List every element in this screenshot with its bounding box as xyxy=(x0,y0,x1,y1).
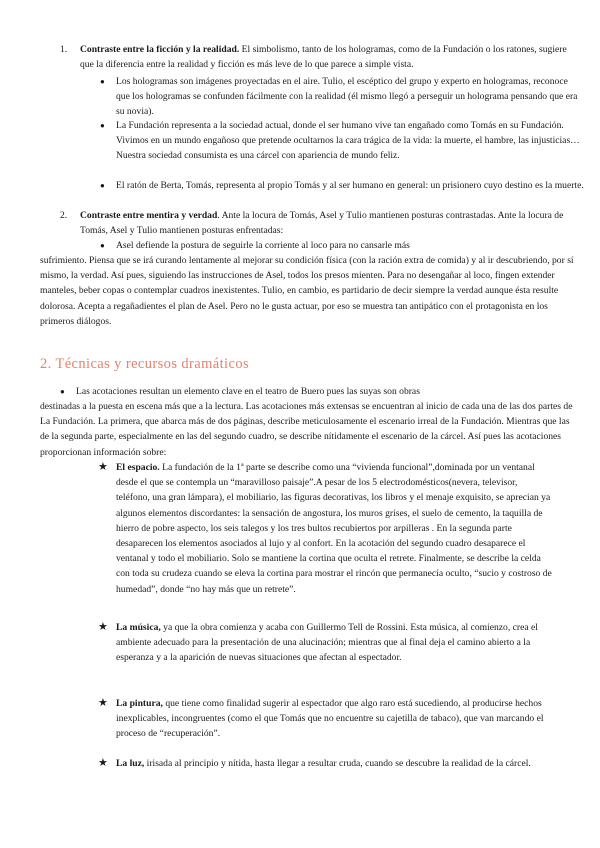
bullet-icon: ● xyxy=(60,387,65,396)
star-paragraph xyxy=(116,460,552,597)
continuation-paragraph xyxy=(40,253,580,329)
numbered-item-2 xyxy=(60,208,580,238)
star-item-musica xyxy=(98,620,552,666)
bullet-icon: ● xyxy=(100,121,105,130)
bullet-icon: ● xyxy=(100,241,105,250)
intro-text: destinadas a la puesta en escena más que a la lectura. Las acotaciones más extensas se encuentran al inicio de cada una de las dos partes de La Fundación. La primera, que abarca más de dos páginas, describe meticulosamente el escenario irreal de la Fundación. Mientras que las de la segunda parte, especialmente en las del segundo cuadro, se describe nítidamente el escenario de la cárcel. Así pues las acotaciones proporcionan información sobre: xyxy=(40,401,573,458)
star-paragraph xyxy=(116,756,552,771)
star-item-espacio xyxy=(98,460,552,597)
item-number: 2. xyxy=(60,210,68,221)
bullet-text: El ratón de Berta, Tomás, representa al propio Tomás y al ser humano en general: un prisionero cuyo destino es la muerte. xyxy=(116,180,584,191)
star-icon: ★ xyxy=(98,461,108,473)
star-text: irisada al principio y nítida, hasta llegar a resultar cruda, cuando se descubre la realidad de la cárcel. xyxy=(144,758,531,769)
bullet-item-raton xyxy=(100,178,584,193)
item-lead: Contraste entre mentira y verdad xyxy=(80,210,218,221)
bullet-icon: ● xyxy=(100,77,105,86)
intro-first-line: Las acotaciones resultan un elemento clave en el teatro de Buero pues las suyas son obras xyxy=(76,386,420,397)
bullet-text: Los hologramas son imágenes proyectadas en el aire. Tulio, el escéptico del grupo y experto en hologramas, reconoce que los hologramas se confunden fácilmente con la realidad (él mismo llegó a perseguir un holograma pensando que era su novia). xyxy=(116,76,578,118)
star-text: La fundación de la 1ª parte se describe como una “vivienda funcional”,dominada por un ventanal desde el que se contempla un “maravilloso paisaje”.A pesar de los 5 electrodomésticos(nevera, televisor, teléfono, una gran lámpara), el mobiliario, las figuras decorativas, los libros y el menaje exquisito, se aprecian ya algunos elementos discordantes: la sensación de angostura, los muros grises, el suelo de cemento, la taquilla de hierro de pobre aspecto, los seis talegos y los tres bultos recubiertos por arpilleras . En la segunda parte desaparecen los elementos asociados al lujo y al confort. En la acotación del segundo cuadro desaparece el ventanal y todo el mobiliario. Solo se mantiene la cortina que oculta el retrete. Finalmente, se describe la celda con toda su crudeza cuando se eleva la cortina para mostrar el rincón que permanecía oculto, “sucio y costroso de humedad”, donde “no hay más que un retrete”. xyxy=(116,462,552,595)
item-text: El simbolismo, tanto de los hologramas, como de la Fundación o los ratones, sugiere que la diferencia entre la realidad y ficción es más leve de lo que parece a simple vista. xyxy=(80,44,567,71)
star-item-pintura xyxy=(98,696,552,742)
star-lead: La pintura, xyxy=(116,698,163,709)
star-lead: El espacio. xyxy=(116,462,160,473)
star-paragraph xyxy=(116,620,552,666)
star-text: ya que la obra comienza y acaba con Guillermo Tell de Rossini. Esta música, al comienzo, crea el ambiente adecuado para la presentación de una alucinación; mientras que al final deja el camino abierto a la esperanza y a la aparición de nuevas situaciones que afectan al espectador. xyxy=(116,622,538,664)
star-icon: ★ xyxy=(98,697,108,709)
section-heading: 2. Técnicas y recursos dramáticos xyxy=(40,356,250,372)
numbered-item-1 xyxy=(60,42,580,72)
continuation-text: sufrimiento. Piensa que se irá curando lentamente al mejorar su condición física (con la ración extra de comida) y al ir descubriendo, por sí mismo, la verdad. Así pues, siguiendo las instrucciones de Asel, todos los presos mienten. Para no desengañar al loco, fingen extender manteles, beber copas o contemplar cuadros inexistentes. Tulio, en cambio, es partidario de decir siempre la verdad aunque ésta resulte dolorosa. Acepta a regañadientes el plan de Asel. Pero no le gusta actuar, por eso se muestra tan antipático con el protagonista en los primeros diálogos. xyxy=(40,255,574,327)
star-icon: ★ xyxy=(98,621,108,633)
bullet-text: La Fundación representa a la sociedad actual, donde el ser humano vive tan engañado como Tomás en su Fundación. Vivimos en un mundo engañoso que pretende ocultarnos la cara trágica de la vida: la muerte, el hambre, las injusticias… Nuestra sociedad consumista es una cárcel con apariencia de mundo feliz. xyxy=(116,120,580,162)
star-paragraph xyxy=(116,696,552,742)
intro-bullet xyxy=(60,384,580,399)
item-paragraph xyxy=(80,208,580,238)
bullet-icon: ● xyxy=(100,181,105,190)
item-text: . Ante la locura de Tomás, Asel y Tulio mantienen posturas contrastadas. Ante la locura de Tomás, Asel y Tulio mantienen posturas enfrentadas: xyxy=(80,210,564,237)
star-lead: La música, xyxy=(116,622,161,633)
intro-paragraph xyxy=(40,399,580,460)
item-paragraph xyxy=(80,42,580,72)
star-text: que tiene como finalidad sugerir al espectador que algo raro está sucediendo, al producirse hechos inexplicables, incongruentes (como el que Tomás que no encuentre su cajetilla de tabaco), que van marcando el proceso de “recuperación”. xyxy=(116,698,544,740)
item-lead: Contraste entre la ficción y la realidad. xyxy=(80,44,240,55)
star-item-luz xyxy=(98,756,552,771)
bullet-item-asel xyxy=(100,238,584,253)
item-number: 1. xyxy=(60,44,68,55)
star-lead: La luz, xyxy=(116,758,145,769)
bullet-item-holograms xyxy=(100,74,584,120)
star-icon: ★ xyxy=(98,757,108,769)
bullet-text: Asel defiende la postura de seguirle la corriente al loco para no cansarle más xyxy=(116,240,410,251)
bullet-item-fundacion xyxy=(100,118,584,164)
